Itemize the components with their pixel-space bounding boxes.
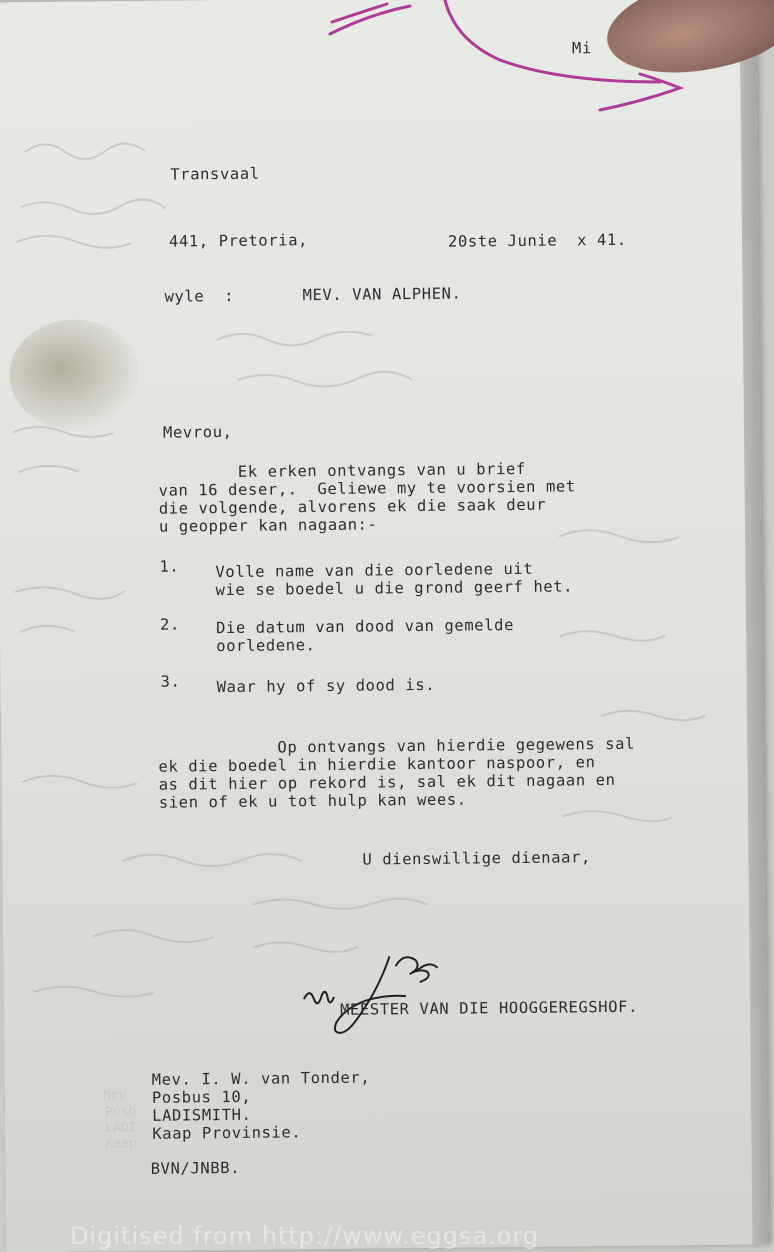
paragraph-line: Ek erken ontvangs van u brief bbox=[158, 459, 526, 482]
paragraph-line: Op ontvangs van hierdie gegewens sal bbox=[158, 734, 636, 758]
list-item-line: Die datum van dood van gemelde bbox=[215, 616, 515, 638]
paragraph-line: sien of ek u tot hulp kan wees. bbox=[158, 790, 467, 812]
svg-text:Kaap: Kaap bbox=[105, 1135, 137, 1152]
address-line: 441, Pretoria, bbox=[168, 231, 309, 251]
letter-date: 20ste Junie x 41. bbox=[447, 230, 627, 251]
signature-title: MEESTER VAN DIE HOOGGEREGSHOF. bbox=[339, 997, 639, 1019]
list-item-line: oorledene. bbox=[216, 636, 316, 656]
region-line: Transvaal bbox=[170, 164, 260, 184]
list-item-number: 3. bbox=[160, 672, 181, 691]
closing: U dienswillige dienaar, bbox=[362, 848, 591, 869]
handwritten-signature bbox=[299, 948, 460, 1044]
svg-text:Posb: Posb bbox=[105, 1103, 137, 1120]
recipient-line: Kaap Provinsie. bbox=[152, 1123, 302, 1143]
paragraph-line: die volgende, alvorens ek die saak deur bbox=[158, 495, 547, 518]
list-item-number: 1. bbox=[159, 557, 180, 576]
list-item-number: 2. bbox=[159, 615, 180, 634]
paragraph-line: as dit hier op rekord is, sal ek dit nagaan en bbox=[158, 770, 616, 794]
paragraph-line: van 16 deser,. Geliewe my te voorsien met bbox=[158, 477, 576, 500]
list-item-line: Volle name van die oorledene uit bbox=[215, 559, 534, 582]
reference-code: BVN/JNBB. bbox=[150, 1158, 241, 1178]
subject-line: MEV. VAN ALPHEN. bbox=[302, 284, 462, 305]
recipient-line: LADISMITH. bbox=[152, 1105, 252, 1125]
svg-text:LADI: LADI bbox=[105, 1119, 137, 1136]
recipient-line: Posbus 10, bbox=[151, 1087, 252, 1107]
salutation: Mevrou, bbox=[162, 422, 233, 442]
list-item-line: wie se boedel u die grond geerf het. bbox=[215, 577, 574, 600]
list-item-line: Waar hy of sy dood is. bbox=[216, 675, 436, 697]
subject-label: wyle : bbox=[164, 286, 235, 306]
watermark: Digitised from http://www.eggsa.org bbox=[70, 1222, 540, 1250]
svg-text:Mev: Mev bbox=[102, 1087, 127, 1103]
paragraph-line: ek die boedel in hierdie kantoor naspoor, en bbox=[158, 753, 596, 776]
paragraph-line: u geopper kan nagaan:- bbox=[158, 515, 378, 536]
header-reference: Mi bbox=[571, 39, 592, 58]
recipient-line: Mev. I. W. van Tonder, bbox=[151, 1068, 371, 1089]
